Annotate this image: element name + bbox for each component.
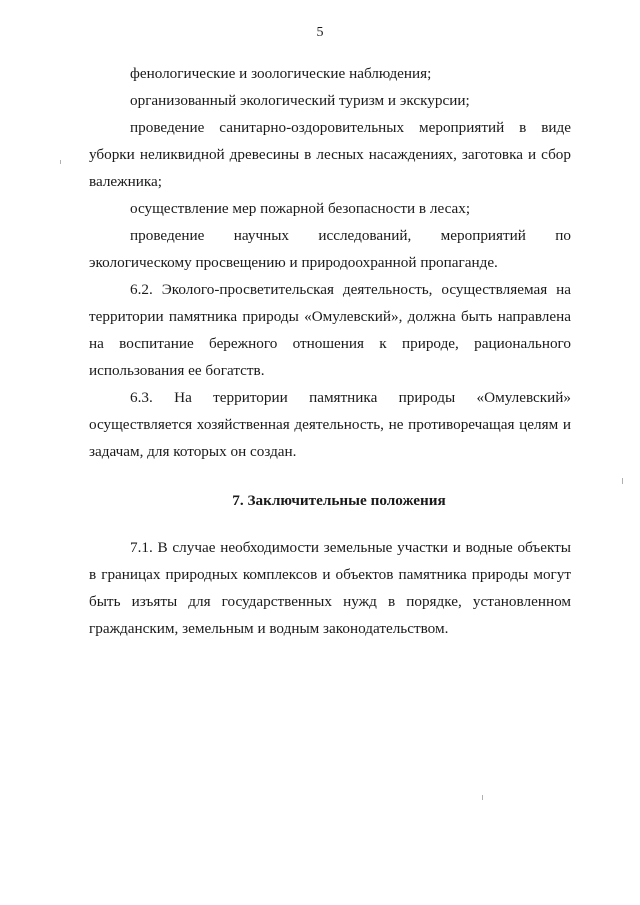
list-item: осуществление мер пожарной безопасности в лесах; [130, 200, 471, 217]
paragraph-6-2: 6.2. Эколого-просветительская деятельность, осуществляемая на территории памятника природы «Омулевский», должна быть направлена на воспитание бережного отношения к природе, рационального использования ее богатств. [89, 281, 571, 379]
paragraph-7-1: 7.1. В случае необходимости земельные участки и водные объекты в границах природных комплексов и объектов памятника природы могут быть изъяты для государственных нужд в порядке, установленном гражданским, земельным и водным законодательством. [89, 539, 571, 637]
document-body [89, 60, 571, 642]
scan-mark [622, 478, 623, 484]
list-item: проведение научных исследований, мероприятий по экологическому просвещению и природоохранной пропаганде. [89, 227, 571, 271]
list-item: организованный экологический туризм и экскурсии; [130, 92, 470, 109]
paragraph-6-3: 6.3. На территории памятника природы «Омулевский» осуществляется хозяйственная деятельность, не противоречащая целям и задачам, для которых он создан. [89, 389, 571, 460]
section-heading: 7. Заключительные положения [232, 492, 446, 509]
list-item: фенологические и зоологические наблюдения; [130, 65, 432, 82]
scan-mark [60, 160, 61, 164]
page-number: 5 [316, 25, 324, 40]
list-item: проведение санитарно-оздоровительных мероприятий в виде уборки неликвидной древесины в лесных насаждениях, заготовка и сбор валежника; [89, 119, 571, 190]
scan-mark [482, 795, 483, 800]
